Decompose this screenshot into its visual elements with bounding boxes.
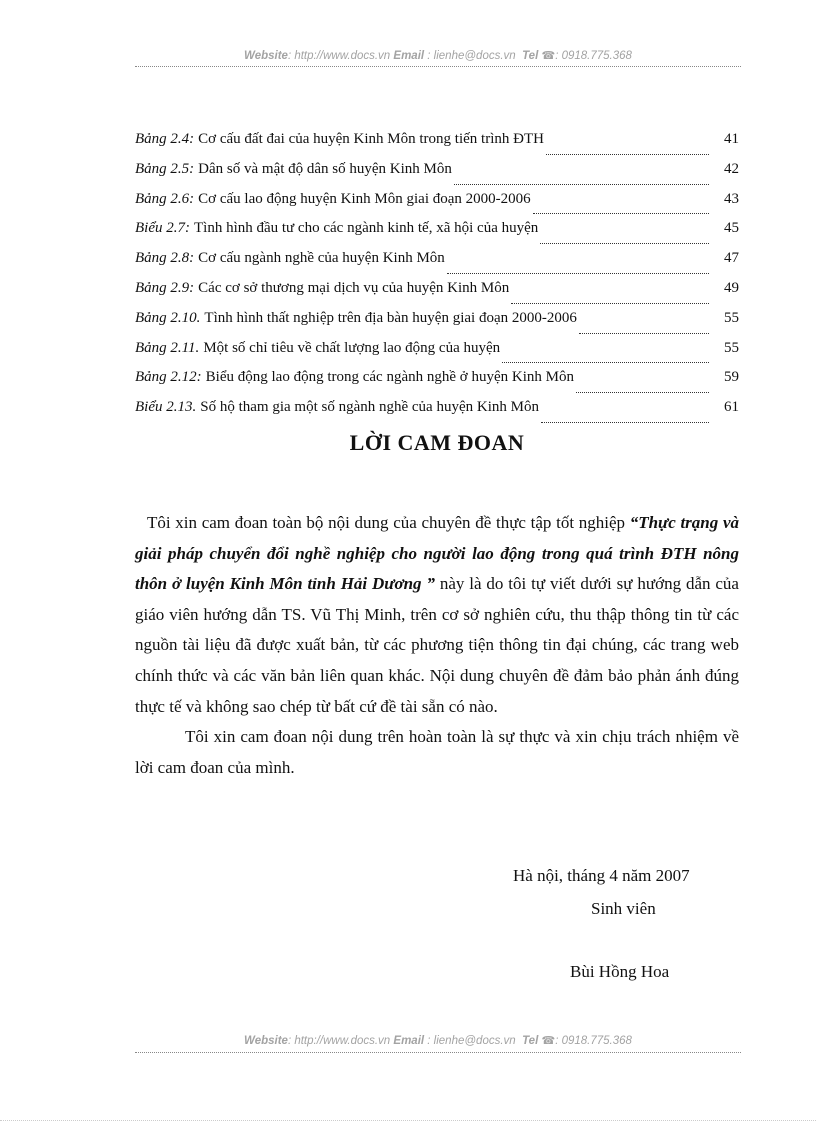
- footer-email-label: Email: [393, 1035, 425, 1047]
- email-value: : lienhe@docs.vn: [424, 50, 516, 62]
- toc-item-title: Tình hình đầu tư cho các ngành kinh tế, xã hội của huyện: [193, 220, 539, 237]
- page-bottom-edge: [0, 1120, 816, 1121]
- footer-website-label: Website: [244, 1035, 288, 1047]
- toc-item-title: Cơ cấu ngành nghề của huyện Kinh Môn: [198, 250, 445, 267]
- toc-item-title: Dân số và mật độ dân số huyện Kinh Môn: [198, 160, 452, 177]
- toc-item-page: 55: [724, 339, 739, 356]
- toc-item: [135, 369, 739, 399]
- toc-item: [135, 191, 739, 221]
- toc-item-label: Bảng 2.6:: [135, 190, 195, 207]
- tel-value: : 0918.775.368: [555, 50, 632, 62]
- footer-website-value: : http://www.docs.vn: [287, 1035, 391, 1047]
- website-label: Website: [244, 50, 288, 62]
- toc-item-title: Cơ cấu đất đai của huyện Kinh Môn trong tiến trình ĐTH: [198, 131, 544, 147]
- toc-item: [135, 250, 739, 280]
- email-label: Email: [393, 50, 425, 62]
- toc-item-label: Biểu 2.7:: [135, 220, 190, 237]
- toc-item-page: 55: [724, 309, 739, 326]
- thesis-title-quote: “Thực trạng và giải pháp chuyển đổi nghề nghiệp cho người lao động trong quá trình ĐTH nông thôn ở luyện Kinh Môn tỉnh Hải Dương ”: [135, 513, 739, 594]
- toc-item: [135, 399, 739, 429]
- footer-tel-label: Tel: [522, 1035, 539, 1047]
- toc-leader-dots: [579, 333, 709, 334]
- toc-leader-dots: [533, 213, 709, 214]
- footer-email-value: : lienhe@docs.vn: [424, 1035, 516, 1047]
- page-header: [135, 49, 741, 62]
- toc-item-label: Bảng 2.4:: [135, 131, 195, 147]
- toc-leader-dots: [447, 273, 709, 274]
- signature-role: Sinh viên: [591, 899, 656, 918]
- signature-name: Bùi Hồng Hoa: [570, 962, 670, 981]
- toc-item-page: 45: [724, 220, 739, 237]
- footer-phone-icon: ☎: [541, 1035, 556, 1047]
- toc-item-label: Bảng 2.9:: [135, 279, 195, 296]
- toc-item-page: 49: [724, 279, 739, 296]
- toc-item: [135, 131, 739, 161]
- toc-item-title: Một số chỉ tiêu về chất lượng lao động của huyện: [203, 339, 501, 356]
- toc-list: [135, 131, 739, 429]
- header-rule: [135, 66, 741, 67]
- toc-item: [135, 280, 739, 310]
- toc-item-title: Tình hình thất nghiệp trên địa bàn huyện giai đoạn 2000-2006: [204, 309, 577, 326]
- toc-item-label: Bảng 2.8:: [135, 250, 195, 267]
- toc-item-label: Bảng 2.11.: [135, 339, 200, 356]
- toc-item-page: 42: [724, 160, 739, 177]
- footer-rule: [135, 1052, 741, 1053]
- section-title: LỜI CAM ĐOAN: [349, 430, 525, 455]
- paragraph-2: Tôi xin cam đoan nội dung trên hoàn toàn là sự thực và xin chịu trách nhiệm về lời cam đoan của mình.: [135, 727, 739, 777]
- toc-item: [135, 340, 739, 370]
- paragraph-1-intro: Tôi xin cam đoan toàn bộ nội dung của chuyên đề thực tập tốt nghiệp: [147, 513, 630, 532]
- toc-item-page: 59: [724, 369, 739, 386]
- toc-leader-dots: [511, 303, 709, 304]
- phone-icon: ☎: [541, 50, 556, 62]
- paragraph-1: [135, 508, 739, 722]
- toc-leader-dots: [576, 392, 709, 393]
- toc-item-page: 43: [724, 190, 739, 207]
- toc-item-label: Bảng 2.10.: [135, 309, 201, 326]
- toc-item-title: Số hộ tham gia một số ngành nghề của huyện Kinh Môn: [200, 399, 539, 416]
- toc-item: [135, 161, 739, 191]
- toc-item-page: 41: [724, 131, 739, 147]
- toc-leader-dots: [454, 184, 709, 185]
- toc-item-label: Bảng 2.12:: [135, 369, 202, 386]
- declaration-body: [135, 508, 739, 783]
- toc-item: [135, 220, 739, 250]
- toc-item-page: 61: [724, 399, 739, 416]
- signature-date: Hà nội, tháng 4 năm 2007: [513, 866, 690, 885]
- page-footer: [135, 1034, 741, 1047]
- paragraph-1-rest: này là do tôi tự viết dưới sự hướng dẫn của giáo viên hướng dẫn TS. Vũ Thị Minh, trên cơ sở nghiên cứu, thu thập thông tin từ các nguồn tài liệu đã được xuất bản, từ các phương tiện thông tin đại chúng, các trang web chính thức và các văn bản liên quan khác. Nội dung chuyên đề đảm bảo phản ánh đúng thực tế và không sao chép từ bất cứ đề tài sẵn có nào.: [135, 574, 739, 716]
- toc-leader-dots: [540, 243, 709, 244]
- toc-leader-dots: [502, 362, 709, 363]
- tel-label: Tel: [522, 50, 539, 62]
- toc-item-label: Biểu 2.13.: [135, 399, 197, 416]
- footer-tel-value: : 0918.775.368: [555, 1035, 632, 1047]
- toc-item-title: Các cơ sở thương mại dịch vụ của huyện Kinh Môn: [198, 279, 510, 296]
- website-value: : http://www.docs.vn: [287, 50, 391, 62]
- toc-item-page: 47: [724, 250, 739, 267]
- toc-leader-dots: [541, 422, 709, 423]
- toc-item-title: Cơ cấu lao động huyện Kinh Môn giai đoạn 2000-2006: [198, 190, 531, 207]
- toc-item-label: Bảng 2.5:: [135, 160, 195, 177]
- toc-leader-dots: [546, 154, 709, 155]
- toc-item-title: Biểu động lao động trong các ngành nghề ở huyện Kinh Môn: [205, 369, 574, 386]
- toc-item: [135, 310, 739, 340]
